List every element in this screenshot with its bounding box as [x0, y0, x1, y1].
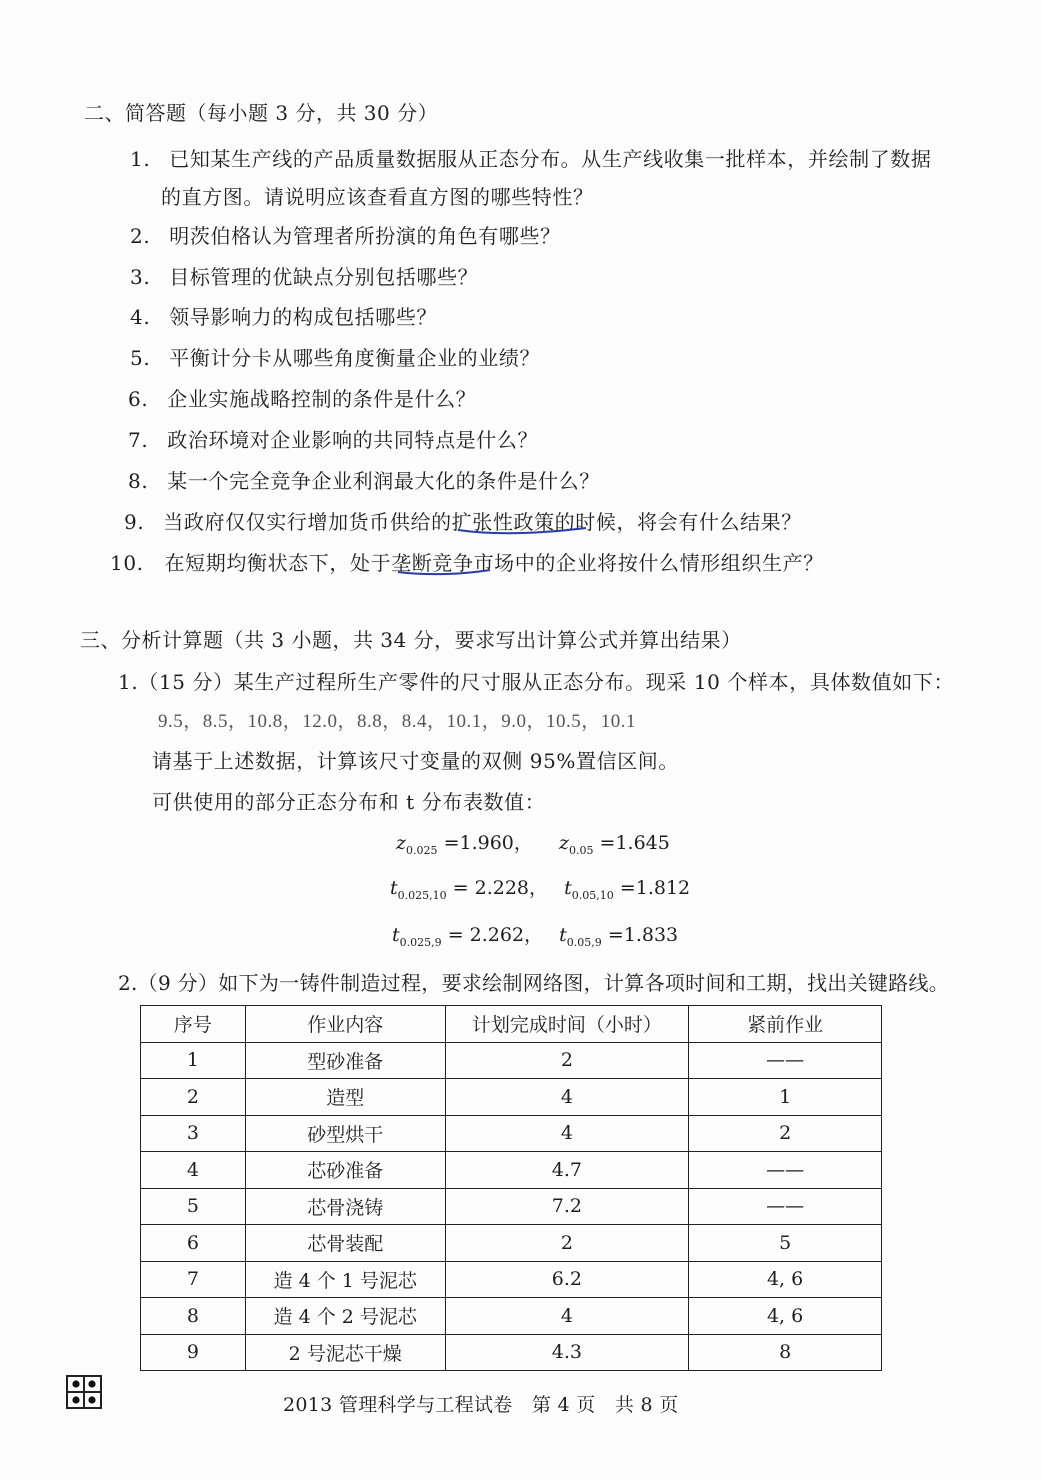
table-row: [141, 1152, 882, 1189]
table-row: [141, 1334, 882, 1371]
cell-duration: 4: [445, 1079, 689, 1116]
question-3: [130, 261, 478, 290]
question-number: 5.: [130, 346, 151, 370]
column-header: 紧前作业: [689, 1006, 882, 1043]
table-row: [141, 1079, 882, 1116]
calc-question-2-head: 2.（9 分）如下为一铸件制造过程，要求绘制网络图，计算各项时间和工期，找出关键路线。: [118, 971, 950, 995]
question-7: [128, 424, 538, 453]
cell-task: 造 4 个 1 号泥芯: [245, 1261, 445, 1298]
formula-value: =1.812: [619, 877, 691, 899]
job-schedule-table: [140, 1005, 882, 1371]
question-number: 2.: [130, 224, 151, 248]
question-number: 10.: [110, 551, 144, 575]
cell-predecessor: 8: [689, 1334, 882, 1371]
question-number: 9.: [124, 510, 145, 534]
formula-value: =1.833: [607, 924, 679, 946]
page-footer: 2013 管理科学与工程试卷 第 4 页 共 8 页: [283, 1394, 679, 1416]
column-header: 计划完成时间（小时）: [445, 1006, 689, 1043]
question-number: 1.: [130, 147, 151, 171]
cell-predecessor: ——: [689, 1188, 882, 1225]
question-1: [130, 143, 931, 172]
question-number: 8.: [128, 469, 149, 493]
formula-symbol: z: [396, 832, 407, 854]
question-text: 平衡计分卡从哪些角度衡量企业的业绩？: [169, 346, 541, 370]
formula-subscript: 0.025,10: [397, 889, 447, 902]
question-text: 领导影响力的构成包括哪些？: [169, 305, 438, 329]
formula-value: = 2.262，: [447, 924, 544, 946]
column-header: 作业内容: [245, 1006, 445, 1043]
cell-duration: 7.2: [445, 1188, 689, 1225]
table-row: [141, 1225, 882, 1262]
calc-question-1-ask: 请基于上述数据，计算该尺寸变量的双侧 95%置信区间。: [152, 749, 680, 773]
formula-symbol: t: [392, 924, 400, 946]
question-8: [128, 465, 600, 494]
cell-predecessor: 2: [689, 1115, 882, 1152]
cell-duration: 4: [445, 1298, 689, 1335]
question-5: [130, 342, 540, 371]
question-2: [130, 220, 561, 249]
question-text: 某一个完全竞争企业利润最大化的条件是什么？: [167, 469, 600, 493]
formula-subscript: 0.05,10: [571, 889, 614, 902]
formula-symbol: z: [558, 832, 569, 854]
question-number: 6.: [128, 387, 149, 411]
table-row: [141, 1261, 882, 1298]
formula-row-t10: [390, 873, 690, 902]
question-number: 3.: [130, 265, 151, 289]
cell-task: 芯砂准备: [245, 1152, 445, 1189]
cell-seq: 4: [141, 1152, 246, 1189]
question-text: 在短期均衡状态下，处于垄断竞争市场中的企业将按什么情形组织生产？: [164, 551, 824, 575]
formula-symbol: t: [564, 877, 572, 899]
cell-seq: 3: [141, 1115, 246, 1152]
formula-value: = 2.228，: [452, 877, 549, 899]
formula-symbol: t: [559, 924, 567, 946]
cell-predecessor: 4, 6: [689, 1261, 882, 1298]
question-text: 企业实施战略控制的条件是什么？: [167, 387, 477, 411]
question-4: [130, 301, 437, 330]
cell-predecessor: ——: [689, 1042, 882, 1079]
cell-task: 砂型烘干: [245, 1115, 445, 1152]
question-10: [110, 547, 824, 576]
table-row: [141, 1042, 882, 1079]
cell-seq: 6: [141, 1225, 246, 1262]
question-text: 目标管理的优缺点分别包括哪些？: [169, 265, 479, 289]
table-row: [141, 1115, 882, 1152]
sample-data: 9.5，8.5，10.8，12.0，8.8，8.4，10.1，9.0，10.5，10.1: [158, 711, 637, 732]
formula-subscript: 0.025: [406, 844, 438, 857]
column-header: 序号: [141, 1006, 246, 1043]
question-text: 明茨伯格认为管理者所扮演的角色有哪些？: [169, 224, 561, 248]
cell-predecessor: 4, 6: [689, 1298, 882, 1335]
calc-question-1-head: 1.（15 分）某生产过程所生产零件的尺寸服从正态分布。现采 10 个样本，具体数值如下：: [118, 670, 955, 694]
cell-task: 2 号泥芯干燥: [245, 1334, 445, 1371]
cell-predecessor: 5: [689, 1225, 882, 1262]
question-9: [124, 506, 802, 535]
formula-value: =1.645: [599, 832, 670, 854]
table-row: [141, 1188, 882, 1225]
table-header-row: [141, 1006, 882, 1043]
cell-duration: 4.3: [445, 1334, 689, 1371]
distribution-table-intro: 可供使用的部分正态分布和 t 分布表数值：: [152, 790, 546, 814]
question-text: 政治环境对企业影响的共同特点是什么？: [167, 428, 539, 452]
section-2-title: 二、简答题（每小题 3 分，共 30 分）: [84, 101, 439, 125]
formula-row-t9: [392, 920, 678, 949]
cell-duration: 4.7: [445, 1152, 689, 1189]
cell-duration: 6.2: [445, 1261, 689, 1298]
formula-subscript: 0.025,9: [399, 936, 442, 949]
cell-seq: 7: [141, 1261, 246, 1298]
cell-seq: 8: [141, 1298, 246, 1335]
cell-task: 造 4 个 2 号泥芯: [245, 1298, 445, 1335]
cell-duration: 4: [445, 1115, 689, 1152]
formula-value: =1.960，: [443, 832, 533, 854]
question-number: 7.: [128, 428, 149, 452]
registration-mark-icon: [66, 1375, 102, 1409]
question-text: 当政府仅仅实行增加货币供给的扩张性政策的时候，将会有什么结果？: [163, 510, 802, 534]
formula-subscript: 0.05,9: [566, 936, 602, 949]
cell-task: 芯骨装配: [245, 1225, 445, 1262]
cell-seq: 1: [141, 1042, 246, 1079]
cell-predecessor: ——: [689, 1152, 882, 1189]
formula-symbol: t: [390, 877, 398, 899]
question-6: [128, 383, 476, 412]
cell-predecessor: 1: [689, 1079, 882, 1116]
formula-subscript: 0.05: [569, 844, 594, 857]
cell-seq: 9: [141, 1334, 246, 1371]
cell-seq: 2: [141, 1079, 246, 1116]
cell-duration: 2: [445, 1042, 689, 1079]
cell-task: 型砂准备: [245, 1042, 445, 1079]
section-3-title: 三、分析计算题（共 3 小题，共 34 分，要求写出计算公式并算出结果）: [80, 628, 742, 652]
question-number: 4.: [130, 305, 151, 329]
table-row: [141, 1298, 882, 1335]
cell-seq: 5: [141, 1188, 246, 1225]
cell-task: 造型: [245, 1079, 445, 1116]
question-text: 已知某生产线的产品质量数据服从正态分布。从生产线收集一批样本，并绘制了数据: [169, 147, 932, 171]
question-1-line-2: 的直方图。请说明应该查看直方图的哪些特性？: [161, 185, 594, 209]
cell-task: 芯骨浇铸: [245, 1188, 445, 1225]
cell-duration: 2: [445, 1225, 689, 1262]
formula-row-z: [396, 828, 670, 857]
